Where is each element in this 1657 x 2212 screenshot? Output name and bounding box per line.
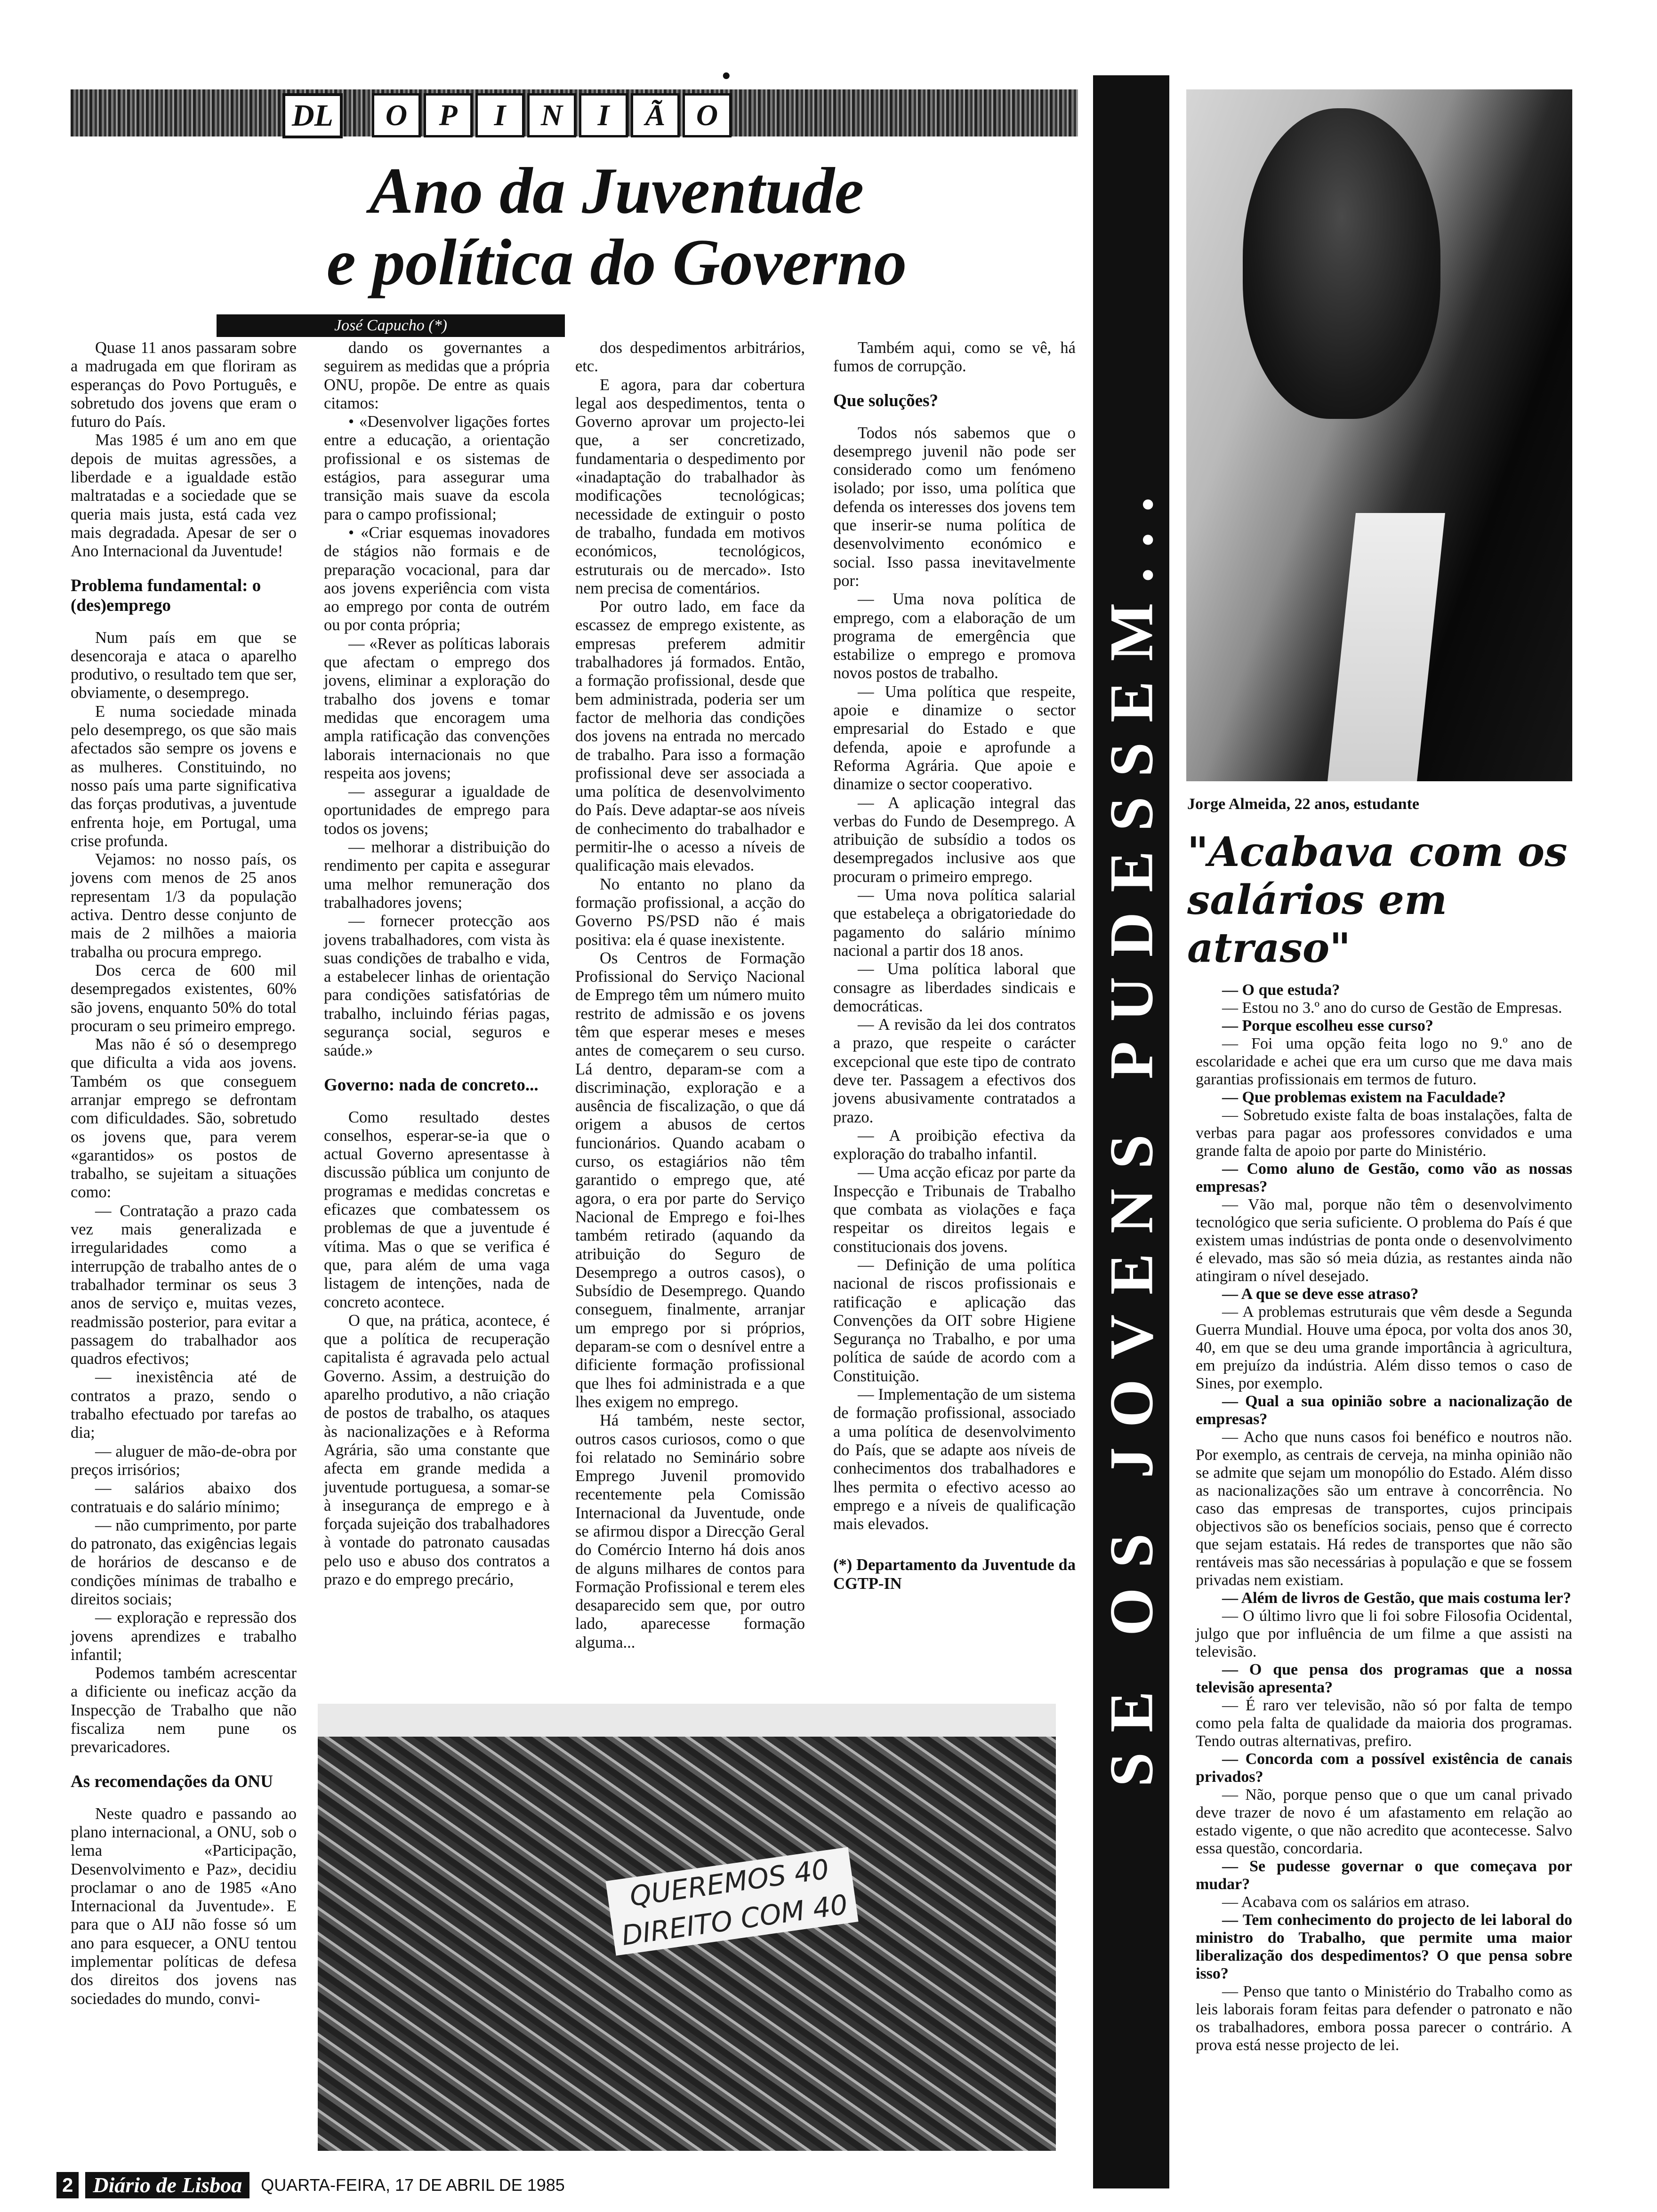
photo-caption: Jorge Almeida, 22 anos, estudante [1187,795,1419,813]
interview-answer: — Estou no 3.º ano do curso de Gestão de Empresas. [1222,999,1562,1017]
paragraph: E numa sociedade minada pelo desemprego, os que são mais afectados são sempre os jovens e as mulheres. Constituindo, no nosso país uma parte significativa das forças produtivas, a juventude enfrenta hoje, em Portugal, uma crise profunda. [71,702,297,850]
stray-mark: • [720,66,732,88]
interview-answer: — Acabava com os salários em atraso. [1222,1893,1470,1911]
page-footer [56,2169,716,2202]
newspaper-logo: DL [282,93,343,138]
pull-quote: "Acabava com os salários em atraso" [1187,828,1568,972]
paragraph: Também aqui, como se vê, há fumos de corrupção. [833,339,1076,376]
protest-banner: QUEREMOS 40 DIREITO COM 40 [605,1847,858,1956]
interview-question: — O que pensa dos programas que a nossa televisão apresenta? [1196,1661,1572,1696]
paragraph: — assegurar a igualdade de oportunidades de emprego para todos os jovens; [324,783,550,838]
section-letter: I [579,93,628,137]
paragraph: Há também, neste sector, outros casos curiosos, como o que foi relatado no Seminário sobre Emprego Juvenil promovido recentemente pela Comissão Internacional da Juventude, onde se afirmou dispor a Direcção Geral do Comércio Interno há dois anos de alguns milhares de contos para Formação Profissional e terem eles desaparecido sem que, por outro lado, aparecesse formação alguma... [575,1411,805,1651]
section-letter: O [683,93,732,137]
section-title-opiniao [372,93,734,133]
vertical-title-bar [1093,75,1169,2188]
article-column-3 [575,339,805,1652]
issue-date: QUARTA-FEIRA, 17 DE ABRIL DE 1985 [261,2175,565,2195]
article-column-4 [833,339,1076,1593]
interview-text [1196,981,1572,2054]
paragraph: dos despedimentos arbitrários, etc. [575,339,805,376]
paragraph: Vejamos: no nosso país, os jovens com menos de 25 anos representam 1/3 da população activa. Dentro desse conjunto de mais de 2 milhões a maioria trabalha ou procura emprego. [71,850,297,961]
interview-question: — Como aluno de Gestão, como vão as nossas empresas? [1196,1160,1572,1195]
subheading-solucoes: Que soluções? [833,391,939,410]
paragraph: Podemos também acrescentar a dificiente ou ineficaz acção da Inspecção de Trabalho que não fiscaliza nem pune os prevaricadores. [71,1664,297,1756]
paragraph: Mas 1985 é um ano em que depois de muitas agressões, a liberdade e a igualdade estão maltratadas e a sociedade que se queria mais justa, está cada vez mais degradada. Apesar de ser o Ano Internacional da Juventude! [71,431,297,561]
paragraph: — fornecer protecção aos jovens trabalhadores, com vista às suas condições de trabalho e vida, a estabelecer linhas de orientação para condições satisfatórias de trabalho, incluindo férias pagas, segurança social, seguros e saúde.» [324,912,550,1060]
interview-question: — Que problemas existem na Faculdade? [1222,1089,1506,1106]
section-letter: I [475,93,524,137]
subheading-governo: Governo: nada de concreto... [324,1075,539,1095]
interview-question: — O que estuda? [1222,981,1340,999]
interview-question: — Tem conhecimento do projecto de lei laboral do ministro do Trabalho, que permite uma maior liberalização dos despedimentos? O que pensa sobre isso? [1196,1911,1572,1982]
subheading-desemprego: Problema fundamental: o (des)emprego [71,576,261,615]
paragraph: Os Centros de Formação Profissional do Serviço Nacional de Emprego têm um número muito restrito de admissão e os jovens têm que esperar meses e meses antes de começarem o seu curso. Lá dentro, deparam-se com a discriminação, exploração e a ausência de fiscalização, o que dá origem a abusos de certos funcionários. Quando acabam o curso, os estagiários não têm garantido o emprego que, até agora, o era por parte do Serviço Nacional de Emprego e foi-lhes também retirado (aquando da atribuição do Seguro de Desemprego a outros casos), o Subsídio de Desemprego. Quando conseguem, finalmente, arranjar um emprego por si próprios, deparam-se com o desnível entre a dificiente formação profissional que lhes foi administrada e a que lhes exigem no emprego. [575,949,805,1411]
headline-line-1: Ano da Juventude [369,154,864,227]
interview-answer: — Vão mal, porque não têm o desenvolvimento tecnológico que seria suficiente. O problema do País é que existem umas indústrias de ponta onde o desenvolvimento é elevado, mas são só meia dúzia, as restantes ainda não atingiram o nível desejado. [1196,1196,1572,1285]
interview-question: — Além de livros de Gestão, que mais costuma ler? [1222,1589,1571,1607]
interview-answer: — Sobretudo existe falta de boas instalações, falta de verbas para pagar aos professores convidados e uma grande falta de apoio por parte do Ministério. [1196,1106,1572,1160]
paragraph: Todos nós sabemos que o desemprego juvenil não pode ser considerado como um fenómeno isolado; por isso, uma política que defenda os interesses dos jovens tem que inserir-se numa política de desenvolvimento económico e social. Isso passa inevitavelmente por: [833,424,1076,590]
interview-question: — Se pudesse governar o que começava por mudar? [1196,1858,1572,1893]
subheading-recomendacoes-onu: As recomendações da ONU [71,1771,273,1791]
interview-answer: — Penso que tanto o Ministério do Trabalho como as leis laborais foram feitas para defender o patronato e não os trabalhadores, embora possa parecer o contrário. A prova está nesse projecto de lei. [1196,1983,1572,2054]
paragraph: — A proibição efectiva da exploração do trabalho infantil. [833,1126,1076,1163]
paragraph: — «Rever as políticas laborais que afectam o emprego dos jovens, eliminar a exploração do trabalho dos jovens e tomar medidas que encoragem uma ampla ratificação das convenções laborais internacionais no que respeita aos jovens; [324,634,550,782]
paragraph: No entanto no plano da formação profissional, a acção do Governo PS/PSD não é mais positiva: ela é quase inexistente. [575,875,805,949]
section-letter: O [372,93,421,137]
interview-answer: — Acho que nuns casos foi benéfico e noutros não. Por exemplo, as centrais de cerveja, na minha opinião não se admite que sejam um monopólio do Estado. Além disso as nacionalizações são um entrave à concorrência. No caso das empresas de transportes, cujos principais objectivos são os benefícios sociais, penso que é correcto que sejam estatais. Há redes de transportes que não são rentáveis mas são necessárias à população e que se fossem privadas nem existiam. [1196,1428,1572,1589]
author-note: (*) Departamento da Juventude da CGTP-IN [833,1556,1076,1593]
interview-question: — Porque escolheu esse curso? [1222,1017,1433,1034]
interview-question: — Concorda com a possível existência de canais privados? [1196,1750,1572,1786]
section-letter: N [527,93,576,137]
portrait-photo [1186,89,1572,781]
paragraph: Como resultado destes conselhos, esperar-se-ia que o actual Governo apresentasse à discussão pública um conjunto de programas e medidas concretas e eficazes que combatessem os problemas de que a juventude é vítima. Mas o que se verifica é que, para além de uma vaga listagem de intenções, nada de concreto acontece. [324,1108,550,1311]
paragraph: E agora, para dar cobertura legal aos despedimentos, tenta o Governo aprovar um projecto-lei que, a ser concretizado, fundamentaria o despedimento por «inadaptação do trabalhador às modificações tecnológicas; necessidade de extinguir o posto de trabalho, fundada em motivos económicos, tecnológicos, estruturais ou de mercado». Isto nem precisa de comentários. [575,376,805,597]
protest-photo [318,1704,1056,2151]
section-banner [71,89,1078,136]
interview-answer: — Não, porque penso que o que um canal privado deve trazer de novo é um afastamento em relação ao estado vigente, o que não acredito que acontecesse. Salvo essa questão, concordaria. [1196,1786,1572,1857]
paragraph: • «Criar esquemas inovadores de stágios não formais e de preparação vocacional, para dar aos jovens experiência com vista ao emprego por conta de outrém ou por conta própria; [324,523,550,634]
paragraph: — melhorar a distribuição do rendimento per capita e assegurar uma melhor remuneração dos trabalhadores jovens; [324,838,550,912]
paragraph: — salários abaixo dos contratuais e do salário mínimo; [71,1479,297,1516]
paragraph: Dos cerca de 600 mil desempregados existentes, 60% são jovens, enquanto 50% do total procuram o seu primeiro emprego. [71,961,297,1035]
paragraph: — Definição de uma política nacional de riscos profissionais e ratificação e aplicação das Convenções da OIT sobre Higiene Segurança no Trabalho, e por uma política de saúde de acordo com a Constituição. [833,1256,1076,1385]
paragraph: — Contratação a prazo cada vez mais generalizada e irregularidades como a interrupção de trabalho antes de o trabalhador terminar os seus 3 anos de serviço e, muitas vezes, readmissão posterior, para evitar a passagem do trabalhador aos quadros efectivos; [71,1202,297,1368]
headline-line-2: e política do Governo [326,226,907,299]
page-number: 2 [56,2172,79,2198]
newspaper-name: Diário de Lisboa [85,2172,249,2198]
paragraph: • «Desenvolver ligações fortes entre a educação, a orientação profissional e os sistemas de estágios, para assegurar uma transição mais suave da escola para o campo profissional; [324,413,550,523]
article-headline [264,155,970,298]
paragraph: Quase 11 anos passaram sobre a madrugada em que floriram as esperanças do Povo Português, e sobretudo dos jovens que eram o futuro do País. [71,339,297,431]
paragraph: — não cumprimento, por parte do patronato, das exigências legais de horários de descanso e de condições mínimas de trabalho e direitos sociais; [71,1516,297,1608]
interview-answer: — É raro ver televisão, não só por falta de tempo como pela falta de qualidade da maioria dos programas. Tendo outras alternativas, prefiro. [1196,1697,1572,1750]
article-column-1 [71,339,297,2008]
paragraph: O que, na prática, acontece, é que a política de recuperação capitalista é agravada pelo actual Governo. Assim, a destruição do aparelho produtivo, a não criação de postos de trabalho, os ataques às nacionalizações e à Reforma Agrária, são uma constante que afecta em grande medida a juventude portuguesa, a somar-se à insegurança de emprego e à forçada sujeição dos trabalhadores à vontade do patronato causadas pelo uso e abuso dos contratos a prazo e do emprego precário, [324,1311,550,1588]
paragraph: — aluguer de mão-de-obra por preços irrisórios; [71,1442,297,1479]
section-letter: P [424,93,473,137]
paragraph: — A revisão da lei dos contratos a prazo, que respeite o carácter excepcional que este tipo de contrato deve ter. Passagem a efectivos dos jovens abusivamente contratados a prazo. [833,1016,1076,1126]
article-column-2 [324,339,550,1589]
paragraph: — exploração e repressão dos jovens aprendizes e trabalho infantil; [71,1609,297,1664]
paragraph: — Uma acção eficaz por parte da Inspecção e Tribunais de Trabalho que combata as violações e faça respeitar os direitos legais e constitucionais dos jovens. [833,1163,1076,1256]
paragraph: Por outro lado, em face da escassez de emprego existente, as empresas preferem admitir trabalhadores já formados. Então, a formação profissional, desde que bem administrada, poderia ser um factor de melhoria das condições dos jovens na entrada no mercado de trabalho. Para isso a formação profissional deve ser associada a uma política de desenvolvimento do País. Deve adaptar-se aos níveis de conhecimento do trabalhador e permitir-lhe o acesso a níveis de qualificação mais elevados. [575,598,805,875]
paragraph: Num país em que se desencoraja e ataca o aparelho produtivo, o resultado tem que ser, obviamente, o desemprego. [71,628,297,702]
paragraph: — inexistência até de contratos a prazo, sendo o trabalho efectuado por tarefas ao dia; [71,1368,297,1442]
protest-photo-sky [318,1704,1056,1737]
paragraph: dando os governantes a seguirem as medidas que a própria ONU, propõe. De entre as quais citamos: [324,339,550,412]
paragraph: — A aplicação integral das verbas do Fundo de Desemprego. A atribuição de subsídio a todos os desempregados inclusive aos que procuram o primeiro emprego. [833,793,1076,886]
portrait-shirt-shape [1327,513,1445,781]
interview-question: — A que se deve esse atraso? [1222,1285,1419,1303]
author-byline: José Capucho (*) [217,314,565,337]
paragraph: Neste quadro e passando ao plano internacional, a ONU, sob o lema «Participação, Desenvolvimento e Paz», decidiu proclamar o ano de 1985 «Ano Internacional da Juventude». E para que o AIJ não fosse só um ano para esquecer, a ONU tentou implementar políticas de defesa dos direitos dos jovens nas sociedades do mundo, convi- [71,1804,297,2008]
portrait-head-shape [1243,108,1440,419]
paragraph: — Uma política que respeite, apoie e dinamize o sector empresarial do Estado e que defenda, apoie e aprofunde a Reforma Agrária. Que apoie e dinamize o sector cooperativo. [833,682,1076,793]
interview-answer: — Foi uma opção feita logo no 9.º ano de escolaridade e achei que era um curso que me dava mais garantias profissionais em termos de futuro. [1196,1035,1572,1088]
paragraph: — Uma nova política de emprego, com a elaboração de um programa de emergência que estabilize o emprego e promova novos postos de trabalho. [833,590,1076,682]
interview-answer: — O último livro que li foi sobre Filosofia Ocidental, julgo que por influência de um filme a que assisti na televisão. [1196,1607,1572,1660]
vertical-title: SE OS JOVENS PUDESSEM... [1096,477,1166,1787]
interview-answer: — A problemas estruturais que vêm desde a Segunda Guerra Mundial. Houve uma época, por volta dos anos 30, 40, em que se deu uma grande importância à agricultura, em prejuízo da indústria. Além disso temos o caso de Sines, por exemplo. [1196,1303,1572,1392]
interview-question: — Qual a sua opinião sobre a nacionalização de empresas? [1196,1393,1572,1428]
paragraph: — Implementação de um sistema de formação profissional, associado a uma política de desenvolvimento do País, que se adapte aos níveis de conhecimentos dos trabalhadores e lhes permita o efectivo acesso ao emprego e a níveis de qualificação mais elevados. [833,1386,1076,1533]
paragraph: Mas não é só o desemprego que dificulta a vida aos jovens. Também os que conseguem arranjar emprego se defrontam com dificuldades. São, sobretudo os jovens que, para verem «garantidos» os postos de trabalho, se sujeitam a situações como: [71,1035,297,1202]
paragraph: — Uma nova política salarial que estabeleça a obrigatoriedade do pagamento do salário mínimo nacional a partir dos 18 anos. [833,886,1076,960]
paragraph: — Uma política laboral que consagre as liberdades sindicais e democráticas. [833,960,1076,1015]
section-letter: Ã [631,93,680,137]
